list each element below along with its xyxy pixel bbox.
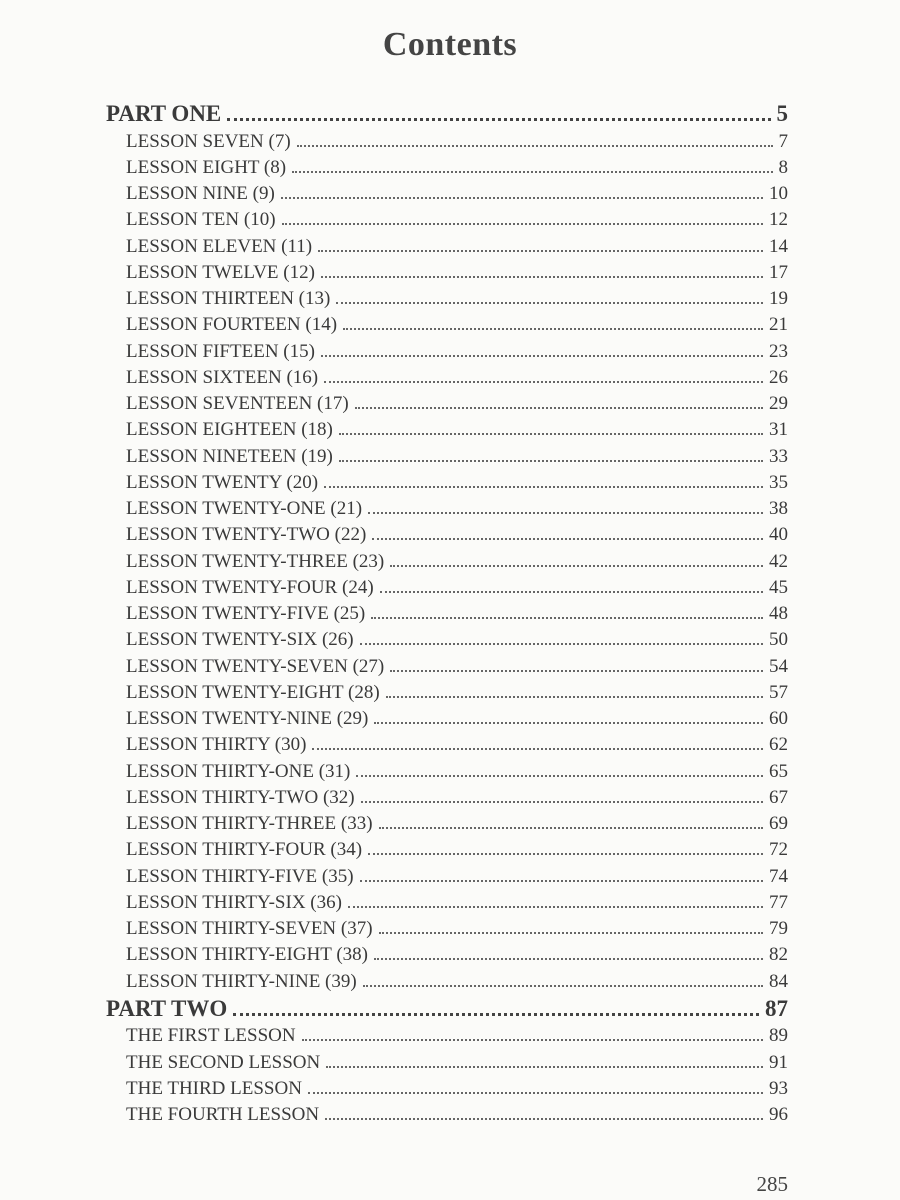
toc-entry-label: LESSON TEN (10) <box>126 209 276 231</box>
toc-entry[interactable] <box>106 890 788 916</box>
toc-entry[interactable] <box>106 732 788 758</box>
toc-entry-label: LESSON TWENTY-ONE (21) <box>126 498 363 519</box>
toc-entry-label: LESSON THIRTY-NINE (39) <box>126 970 357 992</box>
toc-entry[interactable] <box>106 234 788 260</box>
toc-entry[interactable] <box>106 129 788 155</box>
toc-entry[interactable] <box>106 942 788 968</box>
dot-leader <box>308 1092 763 1094</box>
dot-leader <box>356 775 763 777</box>
toc-entry[interactable] <box>106 339 788 365</box>
toc-entry-page: 12 <box>769 209 788 231</box>
toc-entry-page: 38 <box>769 498 788 519</box>
toc-part-heading-label: PART ONE <box>106 101 222 126</box>
toc-entry-page: 96 <box>769 1104 788 1125</box>
toc-entry-label: LESSON TWENTY-FIVE (25) <box>126 603 366 624</box>
dot-leader <box>324 381 763 383</box>
toc-entry-label: LESSON FIFTEEN (15) <box>126 340 315 362</box>
toc-entry-label: LESSON NINE (9) <box>126 183 275 204</box>
dot-leader <box>360 643 763 645</box>
toc-entry-page: 89 <box>769 1025 788 1047</box>
toc-entry[interactable] <box>106 417 788 443</box>
toc-entry-label: LESSON FOURTEEN (14) <box>126 314 338 336</box>
dot-leader <box>297 145 773 147</box>
toc-entry[interactable] <box>106 1076 788 1102</box>
toc-entry-label: LESSON THIRTY-THREE (33) <box>126 813 373 834</box>
toc-part-heading[interactable] <box>106 995 788 1024</box>
toc-entry-page: 79 <box>769 918 788 939</box>
dot-leader <box>292 171 772 173</box>
dot-leader <box>339 433 763 435</box>
toc-entry-page: 77 <box>769 891 788 913</box>
toc-entry-label: LESSON SEVENTEEN (17) <box>126 393 349 414</box>
toc-entry[interactable] <box>106 916 788 942</box>
dot-leader <box>368 853 763 855</box>
toc-entry-label: THE THIRD LESSON <box>126 1077 302 1099</box>
toc-entry-label: LESSON THIRTY-FOUR (34) <box>126 839 363 861</box>
toc-entry[interactable] <box>106 1102 788 1128</box>
dot-leader <box>324 486 763 488</box>
dot-leader <box>363 985 763 987</box>
toc-entry-page: 74 <box>769 865 788 887</box>
toc-entry[interactable] <box>106 365 788 391</box>
toc-entry[interactable] <box>106 837 788 863</box>
dot-leader <box>380 591 763 593</box>
toc-entry-label: THE FIRST LESSON <box>126 1025 296 1047</box>
toc-entry-page: 65 <box>769 760 788 782</box>
toc-entry-label: THE SECOND LESSON <box>126 1051 321 1073</box>
toc-entry-page: 57 <box>769 681 788 703</box>
toc-entry-page: 26 <box>769 366 788 388</box>
dot-leader <box>360 880 763 882</box>
toc-entry[interactable] <box>106 601 788 627</box>
toc-entry-label: LESSON TWENTY-EIGHT (28) <box>126 681 380 703</box>
toc-entry-label: LESSON THIRTY-TWO (32) <box>126 786 355 808</box>
dot-leader <box>368 512 763 514</box>
dot-leader <box>227 118 770 121</box>
toc-entry-page: 54 <box>769 655 788 677</box>
toc-entry-label: LESSON SEVEN (7) <box>126 130 291 152</box>
toc-entry-label: LESSON THIRTY-ONE (31) <box>126 760 351 782</box>
dot-leader <box>233 1013 759 1016</box>
dot-leader <box>348 906 763 908</box>
page-number: 285 <box>756 1172 788 1196</box>
toc-entry-page: 72 <box>769 839 788 861</box>
dot-leader <box>343 328 763 330</box>
toc-entry[interactable] <box>106 706 788 732</box>
toc-entry[interactable] <box>106 444 788 470</box>
toc-entry-page: 19 <box>769 288 788 309</box>
toc-entry-label: LESSON TWENTY-SEVEN (27) <box>126 655 385 677</box>
dot-leader <box>282 223 763 225</box>
toc-entry-page: 82 <box>769 944 788 966</box>
dot-leader <box>321 276 763 278</box>
toc-entry-page: 10 <box>769 183 788 204</box>
toc-entry-page: 60 <box>769 708 788 729</box>
toc-part-heading[interactable] <box>106 100 788 129</box>
toc-entry-label: LESSON TWELVE (12) <box>126 261 315 283</box>
toc-part-heading-page: 87 <box>765 995 788 1021</box>
dot-leader <box>281 197 763 199</box>
toc-entry[interactable] <box>106 260 788 286</box>
toc-entry-page: 84 <box>769 970 788 992</box>
toc-entry-page: 91 <box>769 1051 788 1073</box>
dot-leader <box>336 302 763 304</box>
toc-entry-page: 29 <box>769 393 788 414</box>
toc-entry-page: 69 <box>769 813 788 834</box>
table-of-contents <box>106 100 788 1128</box>
dot-leader <box>318 250 763 252</box>
toc-entry-page: 21 <box>769 314 788 336</box>
toc-entry-label: LESSON SIXTEEN (16) <box>126 366 319 388</box>
toc-entry[interactable] <box>106 969 788 995</box>
toc-entry-label: THE FOURTH LESSON <box>126 1104 320 1125</box>
toc-entry-page: 23 <box>769 340 788 362</box>
toc-entry[interactable] <box>106 286 788 312</box>
dot-leader <box>371 617 763 619</box>
toc-entry[interactable] <box>106 654 788 680</box>
toc-entry-page: 8 <box>778 156 788 178</box>
dot-leader <box>361 801 763 803</box>
dot-leader <box>374 722 763 724</box>
toc-entry-label: LESSON TWENTY-TWO (22) <box>126 524 367 546</box>
toc-entry-label: LESSON THIRTY-SIX (36) <box>126 891 342 913</box>
toc-entry-page: 40 <box>769 524 788 546</box>
toc-entry[interactable] <box>106 575 788 601</box>
dot-leader <box>302 1039 763 1041</box>
dot-leader <box>386 696 763 698</box>
toc-entry-label: LESSON EIGHTEEN (18) <box>126 419 333 441</box>
toc-entry[interactable] <box>106 312 788 338</box>
toc-entry[interactable] <box>106 627 788 653</box>
toc-entry[interactable] <box>106 759 788 785</box>
dot-leader <box>355 407 763 409</box>
toc-entry[interactable] <box>106 496 788 522</box>
toc-entry[interactable] <box>106 864 788 890</box>
toc-entry-label: LESSON THIRTY (30) <box>126 734 307 756</box>
toc-entry-label: LESSON THIRTY-EIGHT (38) <box>126 944 368 966</box>
dot-leader <box>339 460 763 462</box>
toc-entry[interactable] <box>106 181 788 207</box>
toc-entry-page: 42 <box>769 550 788 572</box>
dot-leader <box>379 932 763 934</box>
toc-entry[interactable] <box>106 155 788 181</box>
dot-leader <box>390 670 763 672</box>
dot-leader <box>374 958 763 960</box>
toc-entry[interactable] <box>106 207 788 233</box>
toc-entry-page: 7 <box>778 130 788 152</box>
toc-entry[interactable] <box>106 1050 788 1076</box>
toc-part-heading-page: 5 <box>776 101 788 126</box>
toc-entry-label: LESSON TWENTY-NINE (29) <box>126 708 369 729</box>
toc-entry-label: LESSON EIGHT (8) <box>126 156 287 178</box>
toc-entry-label: LESSON THIRTY-FIVE (35) <box>126 865 354 887</box>
dot-leader <box>372 538 763 540</box>
toc-entry-label: LESSON TWENTY (20) <box>126 471 319 493</box>
toc-entry-page: 17 <box>769 261 788 283</box>
toc-entry-label: LESSON TWENTY-SIX (26) <box>126 629 354 651</box>
toc-entry[interactable] <box>106 680 788 706</box>
dot-leader <box>326 1066 763 1068</box>
toc-entry-label: LESSON ELEVEN (11) <box>126 235 313 257</box>
toc-entry-page: 48 <box>769 603 788 624</box>
toc-entry-page: 93 <box>769 1077 788 1099</box>
toc-entry[interactable] <box>106 549 788 575</box>
dot-leader <box>321 355 763 357</box>
toc-part-heading-label: PART TWO <box>106 995 228 1021</box>
toc-entry[interactable] <box>106 391 788 417</box>
toc-entry-label: LESSON NINETEEN (19) <box>126 445 333 467</box>
dot-leader <box>325 1118 763 1120</box>
toc-entry-page: 45 <box>769 576 788 598</box>
toc-entry-page: 67 <box>769 786 788 808</box>
toc-entry-page: 50 <box>769 629 788 651</box>
toc-entry-label: LESSON TWENTY-THREE (23) <box>126 550 385 572</box>
toc-entry-label: LESSON THIRTEEN (13) <box>126 288 331 309</box>
toc-entry[interactable] <box>106 785 788 811</box>
page-title: Contents <box>382 26 518 63</box>
toc-entry[interactable] <box>106 1023 788 1049</box>
dot-leader <box>312 748 763 750</box>
dot-leader <box>379 827 763 829</box>
toc-entry-label: LESSON THIRTY-SEVEN (37) <box>126 918 373 939</box>
toc-entry-label: LESSON TWENTY-FOUR (24) <box>126 576 374 598</box>
dot-leader <box>390 565 763 567</box>
toc-entry-page: 35 <box>769 471 788 493</box>
toc-entry-page: 14 <box>769 235 788 257</box>
toc-entry-page: 62 <box>769 734 788 756</box>
toc-entry-page: 33 <box>769 445 788 467</box>
toc-entry[interactable] <box>106 522 788 548</box>
toc-entry[interactable] <box>106 811 788 837</box>
toc-entry-page: 31 <box>769 419 788 441</box>
toc-entry[interactable] <box>106 470 788 496</box>
